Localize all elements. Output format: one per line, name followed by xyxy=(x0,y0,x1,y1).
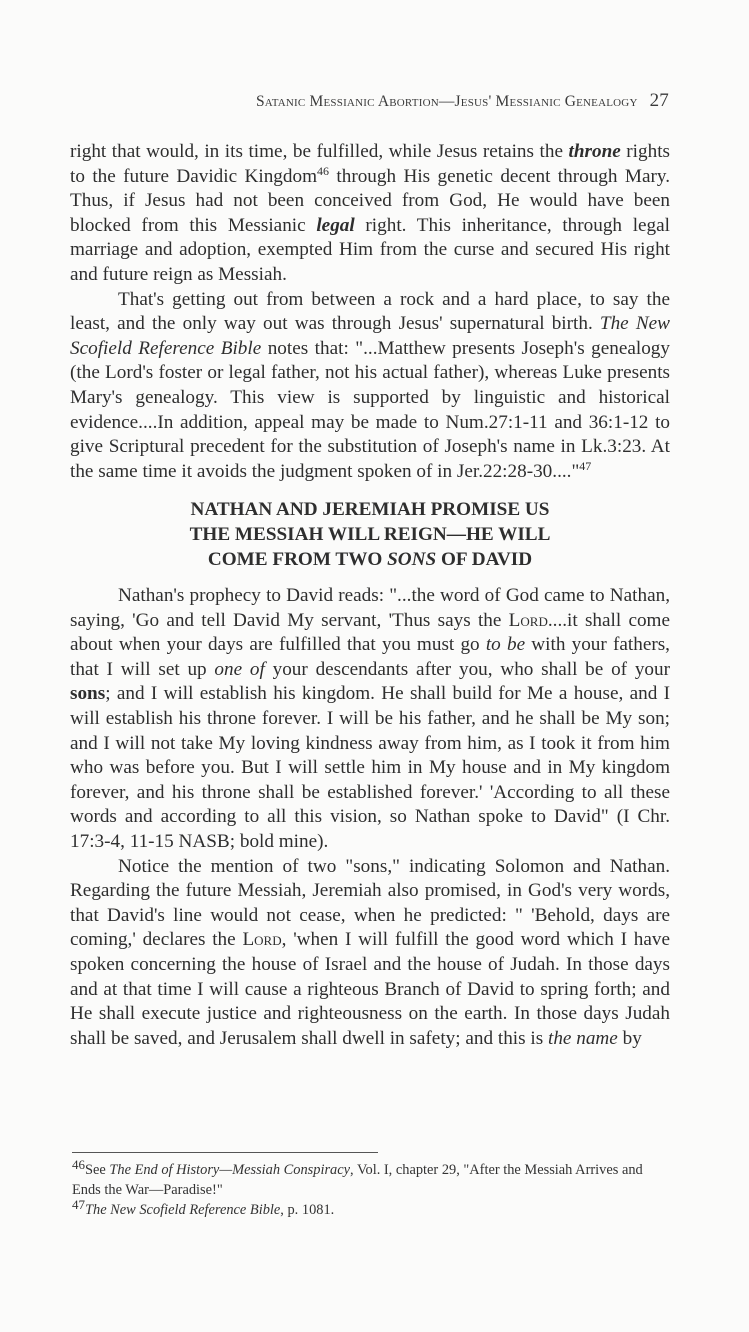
emphasis-throne: throne xyxy=(568,141,621,162)
heading-line: NATHAN AND JEREMIAH PROMISE US xyxy=(190,499,550,521)
text-run: right. This inheritance, through legal marriage and adoption, exempted Him from the curse and secured His right and future reign as Messiah. xyxy=(70,214,670,285)
paragraph-jeremiah xyxy=(70,855,670,1052)
footnote-47 xyxy=(72,1197,672,1220)
emphasis-legal: legal xyxy=(316,214,355,236)
text-run: , 'when I will fulfill the good word which I have spoken concerning the house of Israel and the house of Judah. In those days and at that time I will cause a righteous Branch of David to spring forth; and He shall execute justice and righteousness on the earth. In those days Judah shall be saved, and Jerusalem shall dwell in safety; and this is xyxy=(70,929,670,1049)
page-number: 27 xyxy=(649,90,669,111)
paragraph-continuation xyxy=(70,140,670,288)
footnote-number: 47 xyxy=(72,1197,85,1212)
footnote-book-title: The New Scofield Reference Bible xyxy=(85,1202,281,1218)
running-header xyxy=(256,90,669,112)
heading-text: OF DAVID xyxy=(436,548,533,570)
text-run: with your fathers, that I will set up xyxy=(70,634,670,680)
text-run: ; and I will establish his kingdom. He shall build for Me a house, and I will establish his throne forever. I will be his father, and he shall be My son; and I will not take My loving kindness away from him, as I took it from him who was before you. But I will settle him in My house and in My kingdom forever, and his throne shall be established forever.' 'According to all these words and according to all this vision, so Nathan spoke to David" (I Chr. 17:3-4, 11-15 NASB; bold mine). xyxy=(70,683,670,853)
book-title-scofield: The New Scofield Reference Bible xyxy=(70,313,670,359)
text-run: notes that: "...Matthew presents Joseph's genealogy (the Lord's foster or legal father, not his actual father), whereas Luke presents Mary's genealogy. This view is supported by linguistic and historical evidence....In addition, appeal may be made to Num.27:1-11 and 36:1-12 to give Scriptural precedent for the substitution of Joseph's name in Lk.3:23. At the same time it avoids the judgment spoken of in Jer.22:28-30...." xyxy=(70,337,670,482)
section-heading xyxy=(70,498,670,572)
paragraph-nathan-prophecy xyxy=(70,584,670,855)
heading-emphasis-sons: SONS xyxy=(387,548,437,570)
text-run: , p. 1081. xyxy=(280,1202,335,1218)
footnote-ref-47[interactable]: 47 xyxy=(579,458,592,473)
text-run: by xyxy=(617,1027,642,1049)
text-run: right that would, in its time, be fulfilled, while Jesus retains the xyxy=(70,141,569,162)
running-title: Satanic Messianic Abortion—Jesus' Messianic Genealogy xyxy=(255,93,638,110)
text-run: through His genetic decent through Mary. Thus, if Jesus had not been conceived from God, He would have been blocked from this Messianic xyxy=(70,165,670,236)
footnote-divider xyxy=(72,1152,378,1153)
text-run: See xyxy=(85,1162,110,1178)
footnote-book-title: The End of History—Messiah Conspiracy xyxy=(109,1162,351,1178)
heading-line: THE MESSIAH WILL REIGN—HE WILL xyxy=(189,523,551,545)
italic-one-of: one of xyxy=(214,658,265,680)
heading-text: COME FROM TWO xyxy=(207,548,388,570)
text-run: , Vol. I, chapter 29, "After the Messiah Arrives and Ends the War—Paradise!" xyxy=(72,1162,643,1198)
text-run: Notice the mention of two "sons," indicating Solomon and Nathan. Regarding the future Messiah, Jeremiah also promised, in God's very words, that David's line would not cease, when he predicted: " 'Behold, days are coming,' declares the xyxy=(70,855,670,951)
text-run: your descendants after you, who shall be of your xyxy=(264,658,671,680)
footnotes xyxy=(72,1157,672,1220)
heading-line xyxy=(70,548,670,573)
text-run: That's getting out from between a rock and a hard place, to say the least, and the only way out was through Jesus' supernatural birth. xyxy=(70,288,670,335)
italic-to-be: to be xyxy=(485,634,526,656)
body-text xyxy=(70,140,670,1051)
small-caps-lord: Lord xyxy=(242,929,282,951)
bold-sons: sons xyxy=(70,683,106,705)
footnote-ref-46[interactable]: 46 xyxy=(317,163,329,178)
small-caps-lord: Lord xyxy=(508,609,548,631)
footnote-number: 46 xyxy=(72,1157,85,1172)
text-run: ....it shall come about when your days are fulfilled that you must go xyxy=(70,609,670,656)
footnote-46 xyxy=(72,1157,672,1200)
text-run: rights to the future Davidic Kingdom xyxy=(70,141,670,187)
paragraph-scofield-quote xyxy=(70,288,670,485)
italic-the-name: the name xyxy=(547,1027,618,1049)
text-run: Nathan's prophecy to David reads: "...the word of God came to Nathan, saying, 'Go and tell David My servant, 'Thus says the xyxy=(70,585,670,631)
